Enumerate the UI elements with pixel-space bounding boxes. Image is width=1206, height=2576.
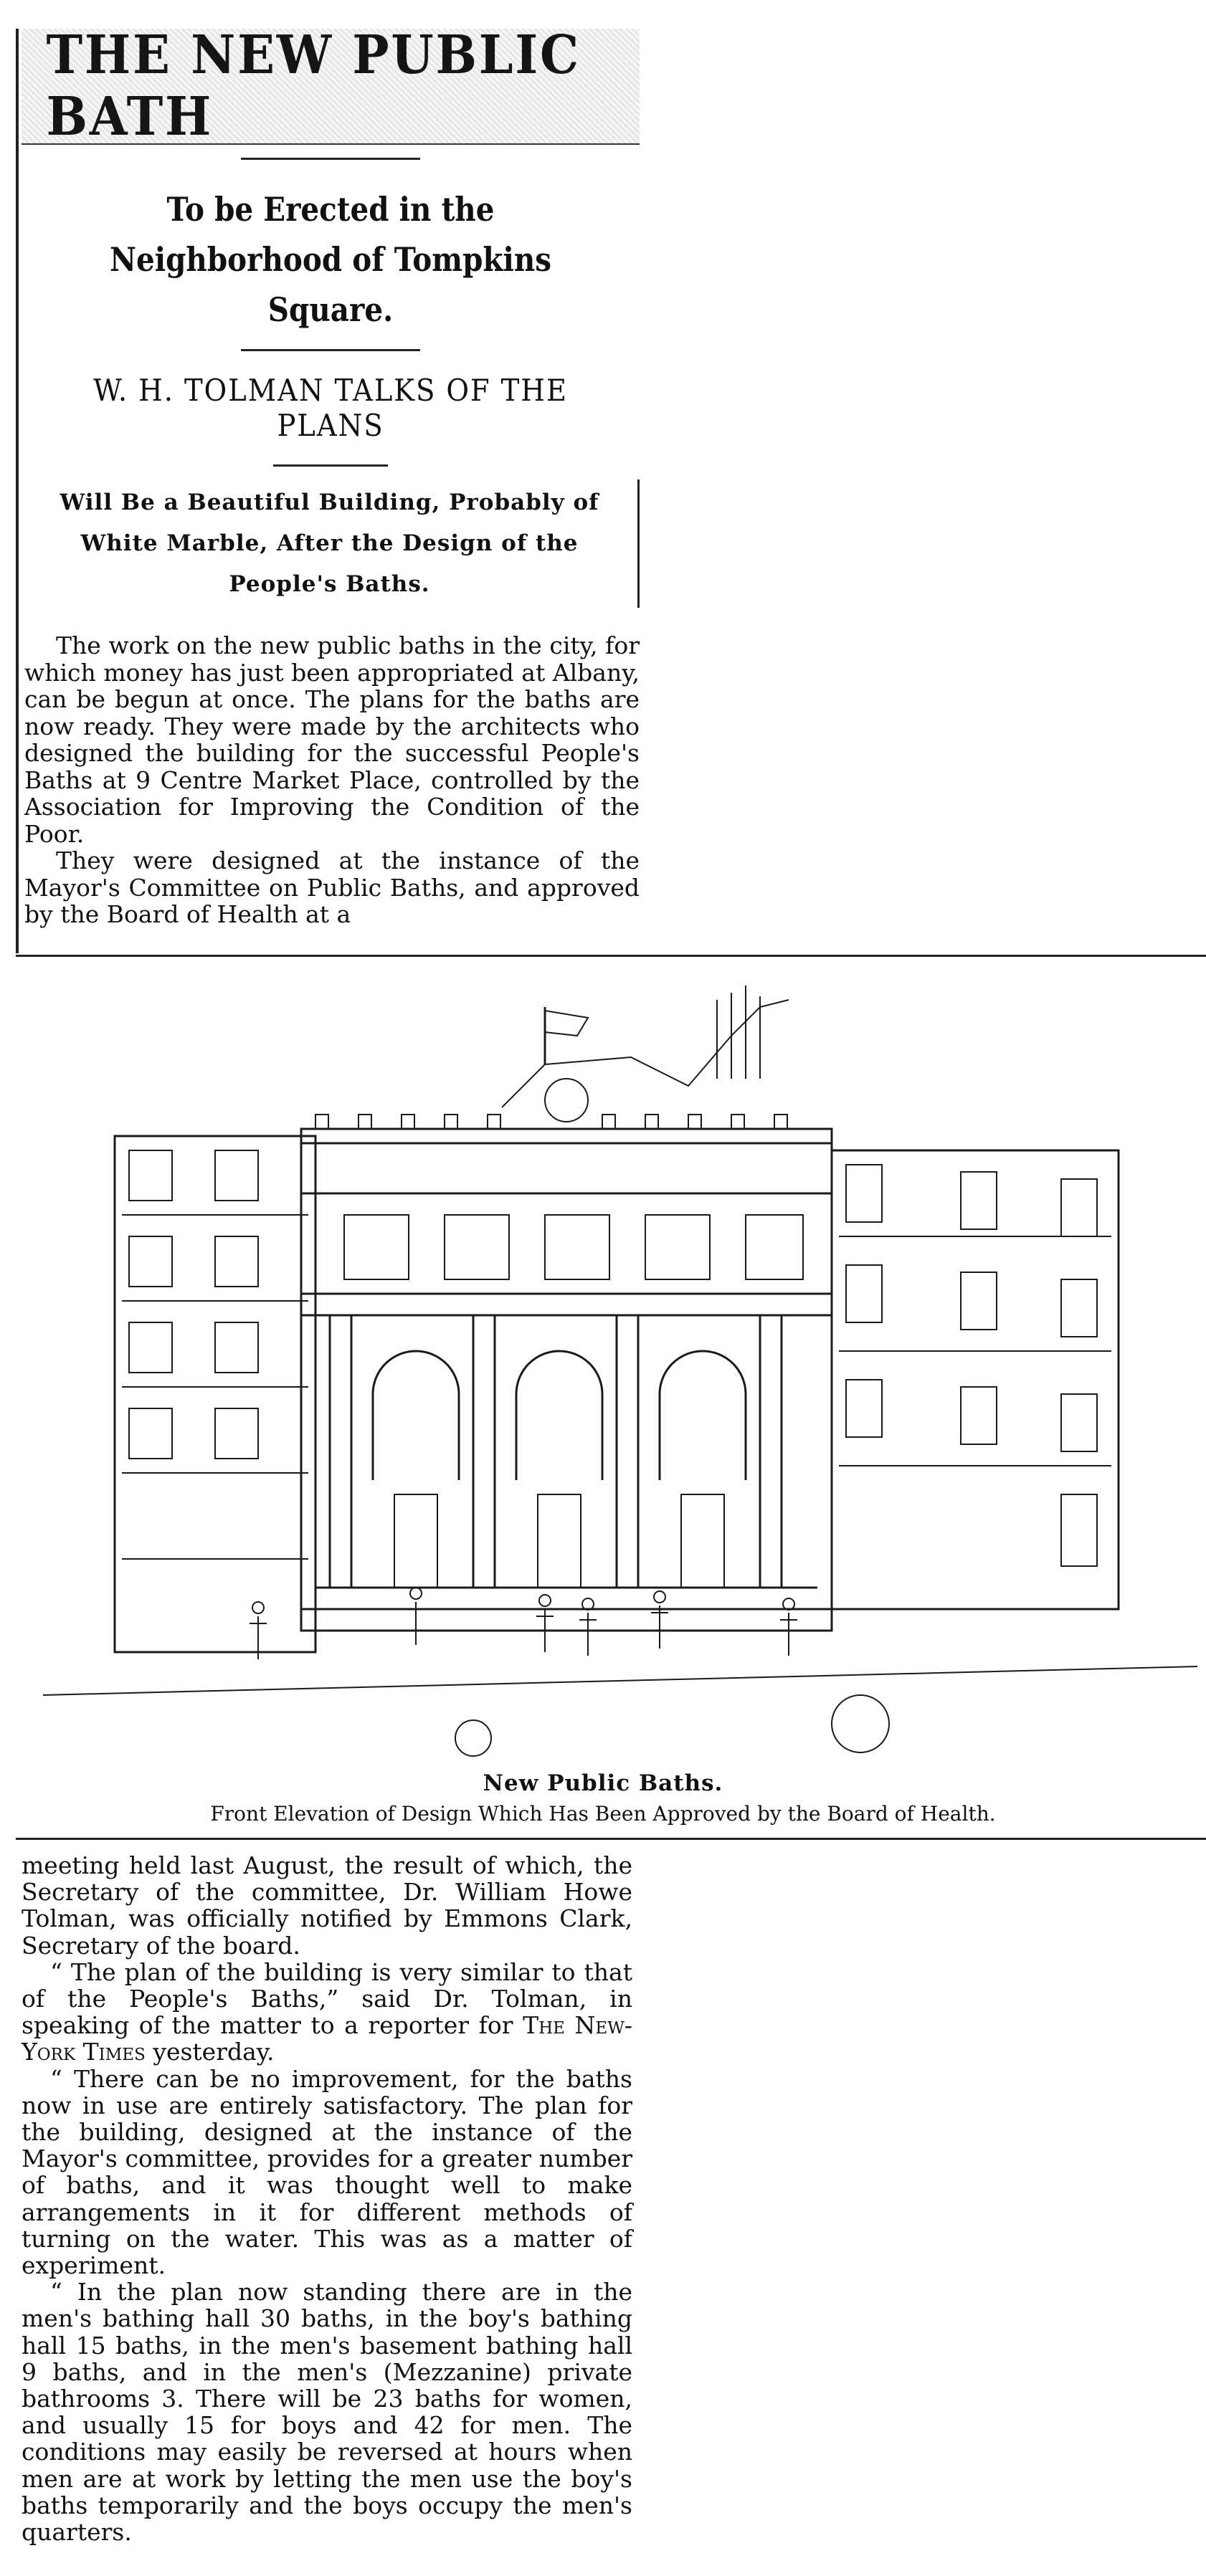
paragraph [22, 1959, 632, 2066]
subdeck-box [22, 480, 640, 608]
newspaper-name: The New-York Times [22, 2011, 632, 2066]
paragraph: meeting held last August, the result of which, the Secretary of the committee, Dr. William Howe Tolman, was officially notified by Emmons Clark, Secretary of the board. [22, 1851, 632, 1960]
headline-title: THE NEW PUBLIC BATH [46, 24, 581, 148]
article-body-bottom [22, 1852, 632, 2545]
article-top-column [22, 24, 640, 928]
paragraph: The work on the new public baths in the city, for which money has just been appropriated at Albany, can be begun at once. The plans for the baths are now ready. They were made by the architects who designed the building for the successful People's Baths at 9 Centre Market Place, controlled by the Association for Improving the Condition of the Poor. [24, 631, 640, 848]
text-run: “ The plan of the building is very similar to that of the People's Baths,” said Dr. Tolman, in speaking of the matter to a reporter for [22, 1957, 632, 2040]
text-run: yesterday. [145, 2038, 275, 2066]
figure-caption-text: Front Elevation of Design Which Has Been Approved by the Board of Health. [210, 1802, 996, 1826]
headline-divider [241, 158, 420, 160]
headline-banner [22, 24, 640, 148]
headline-divider [241, 349, 420, 351]
headline-subdeck: Will Be a Beautiful Building, Probably of White Marble, After the Design of the People's Baths. [60, 490, 599, 597]
headline-divider [273, 464, 388, 467]
figure-caption-title: New Public Baths. [483, 1770, 723, 1796]
section-rule [16, 1838, 1206, 1840]
paragraph: “ In the plan now standing there are in the men's bathing hall 30 baths, in the boy's bathing hall 15 baths, in the men's basement bathing hall 9 baths, and in the men's (Mezzanine) private bathrooms 3. There will be 23 baths for women, and usually 15 for boys and 42 for men. The conditions may easily be reversed at hours when men are at work by letting the men use the boy's baths temporarily and the boys occupy the men's quarters. [22, 2278, 632, 2547]
building-illustration [43, 978, 1197, 1767]
article-body-top [22, 632, 640, 928]
headline-subtitle: To be Erected in the Neighborhood of Tompkins Square. [109, 190, 552, 329]
paragraph: They were designed at the instance of the Mayor's Committee on Public Baths, and approved by the Board of Health at a [24, 846, 640, 928]
section-rule [16, 955, 1206, 957]
paragraph: “ There can be no improvement, for the baths now in use are entirely satisfactory. The plan for the building, designed at the instance of the Mayor's committee, provides for a greater number of baths, and it was thought well to make arrangements in it for different methods of turning on the water. This was as a matter of experiment. [22, 2064, 632, 2280]
headline-deck: W. H. TOLMAN TALKS OF THE PLANS [93, 373, 568, 443]
column-rule [16, 29, 19, 953]
